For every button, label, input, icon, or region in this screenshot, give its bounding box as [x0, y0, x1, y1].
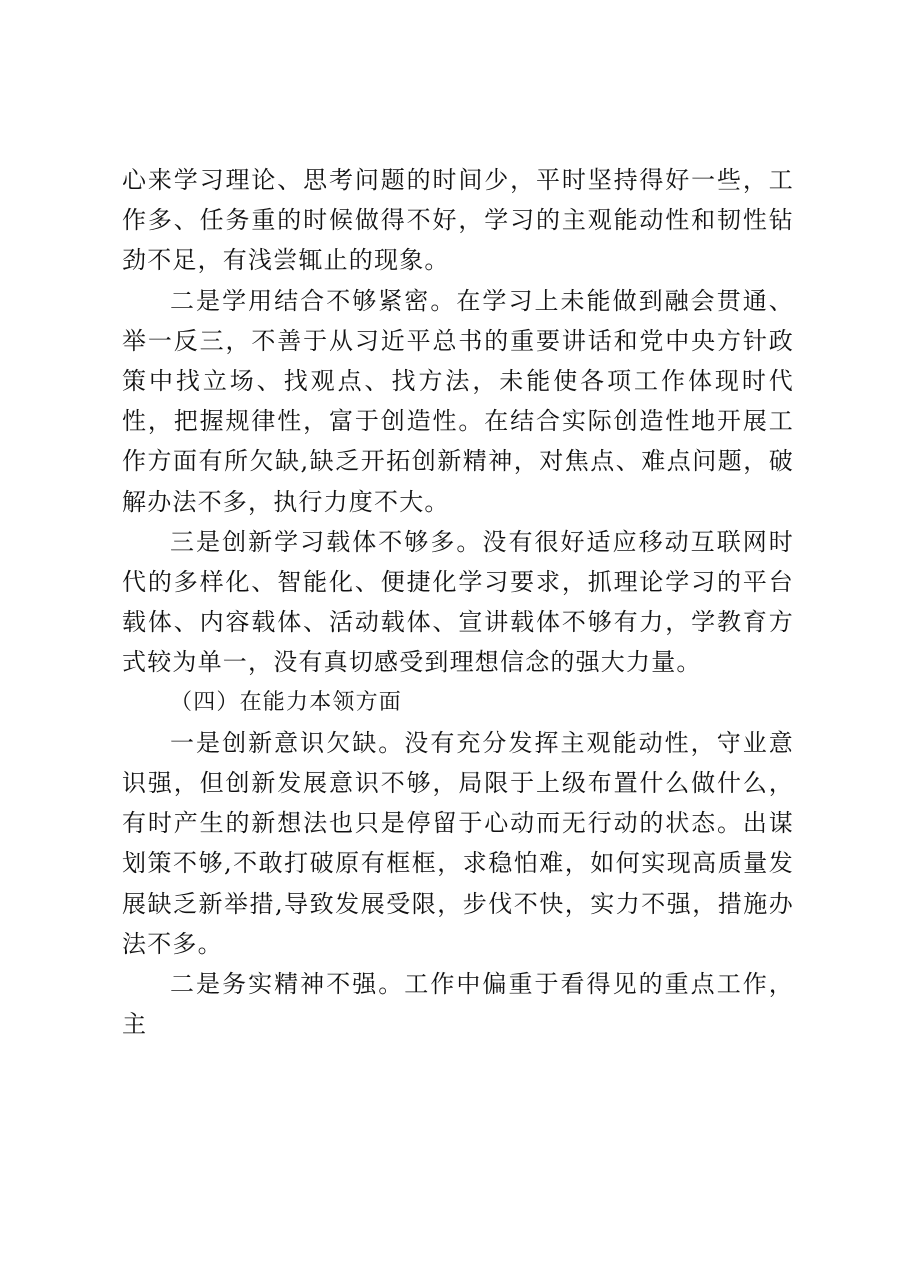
- paragraph-innovation-awareness: 一是创新意识欠缺。没有充分发挥主观能动性，守业意识强，但创新发展意识不够，局限于上级布置什么做什么，有时产生的新想法也只是停留于心动而无行动的状态。出谋划策不够,不敢打破原有框框，求稳怕难，如何实现高质量发展缺乏新举措,导致发展受限，步伐不快，实力不强，措施办法不多。: [122, 728, 794, 958]
- section-heading-ability: （四）在能力本领方面: [170, 689, 403, 715]
- paragraph-study-application: 二是学用结合不够紧密。在学习上未能做到融会贯通、举一反三，不善于从习近平总书的重要讲话和党中央方针政策中找立场、找观点、找方法，未能使各项工作体现时代性，把握规律性，富于创造性。在结合实际创造性地开展工作方面有所欠缺,缺乏开拓创新精神，对焦点、难点问题，破解办法不多，执行力度不大。: [122, 286, 794, 516]
- paragraph-continuation: 心来学习理论、思考问题的时间少，平时坚持得好一些，工作多、任务重的时候做得不好，学习的主观能动性和韧性钻劲不足，有浅尝辄止的现象。: [122, 166, 794, 275]
- paragraph-study-carrier: 三是创新学习载体不够多。没有很好适应移动互联网时代的多样化、智能化、便捷化学习要求，抓理论学习的平台载体、内容载体、活动载体、宣讲载体不够有力，学教育方式较为单一，没有真切感受到理想信念的强大力量。: [122, 527, 794, 677]
- paragraph-pragmatic-spirit: 二是务实精神不强。工作中偏重于看得见的重点工作，主: [122, 970, 794, 1039]
- document-body: [122, 160, 794, 1044]
